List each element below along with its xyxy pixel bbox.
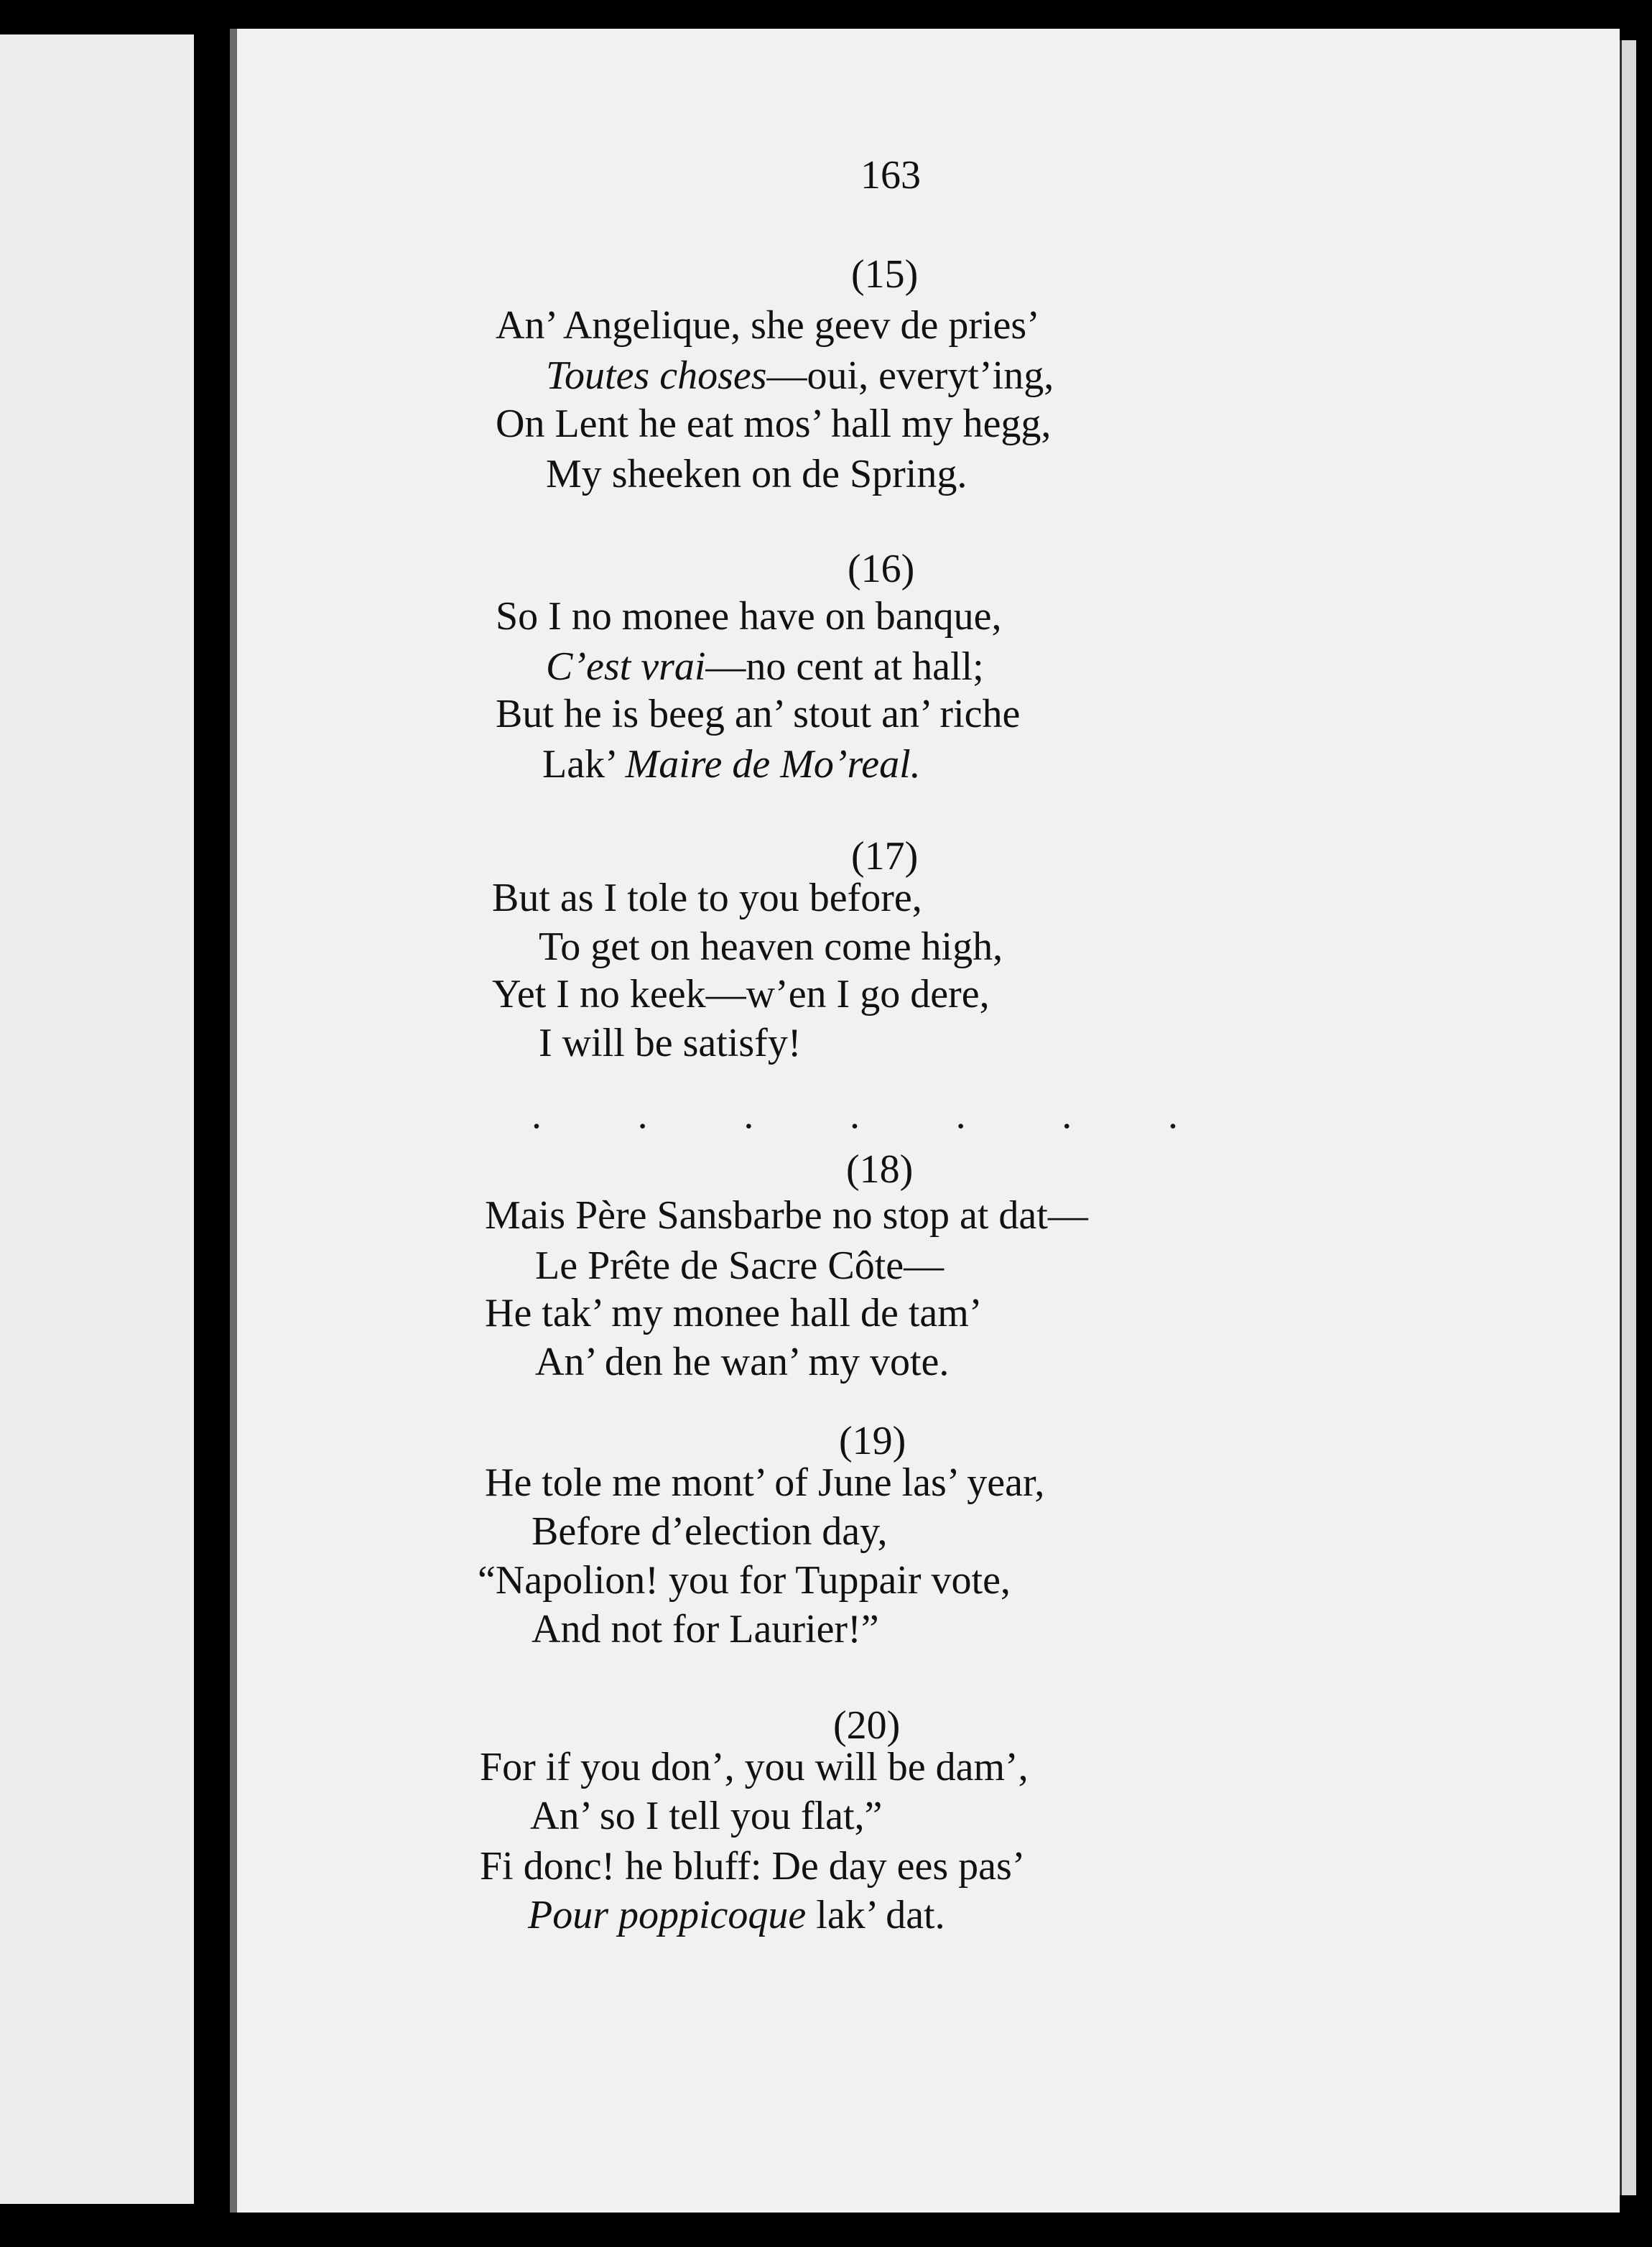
line-text: An’ Angelique, she geev de pries’ bbox=[496, 303, 1040, 348]
line-text: lak’ dat. bbox=[806, 1893, 945, 1937]
page-number: 163 bbox=[860, 153, 921, 198]
ellipsis-dot: . bbox=[532, 1093, 542, 1137]
italic-text: Toutes choses bbox=[546, 353, 767, 398]
line-text: On Lent he eat mos’ hall my hegg, bbox=[496, 402, 1052, 446]
poem-line bbox=[496, 305, 1040, 346]
line-text: An’ so I tell you flat,” bbox=[530, 1794, 883, 1838]
poem-line bbox=[535, 1342, 949, 1382]
line-text: So I no monee have on banque, bbox=[496, 594, 1002, 639]
poem-line bbox=[496, 404, 1051, 444]
line-text: Yet I no keek—w’en I go dere, bbox=[492, 972, 990, 1016]
stanza-number: (18) bbox=[846, 1147, 914, 1192]
line-text: And not for Laurier!” bbox=[532, 1607, 879, 1651]
poem-line bbox=[496, 594, 1002, 639]
ellipsis-dot: . bbox=[637, 1093, 648, 1137]
line-text: I will be satisfy! bbox=[539, 1021, 802, 1065]
italic-text: Pour poppicoque bbox=[528, 1893, 807, 1937]
italic-text: C’est vrai bbox=[546, 644, 706, 689]
line-text: Lak’ bbox=[542, 742, 626, 787]
italic-text: Maire de Mo’real. bbox=[625, 742, 921, 787]
poem-line bbox=[528, 1895, 945, 1935]
poem-line bbox=[492, 878, 922, 918]
poem-line bbox=[546, 454, 967, 494]
line-text: An’ den he wan’ my vote. bbox=[535, 1340, 950, 1384]
poem-line bbox=[485, 1195, 1088, 1236]
poem-line bbox=[532, 1609, 879, 1649]
line-text: To get on heaven come high, bbox=[539, 925, 1003, 969]
line-text: “Napolion! you for Tuppair vote, bbox=[478, 1558, 1011, 1603]
poem-line bbox=[492, 974, 990, 1014]
ellipsis-dot: . bbox=[1062, 1093, 1072, 1137]
book-spine bbox=[194, 29, 230, 2213]
poem-line bbox=[542, 742, 921, 787]
ellipsis-dot: . bbox=[1167, 1093, 1178, 1137]
line-text: Before d’election day, bbox=[532, 1509, 888, 1554]
page-gutter bbox=[230, 29, 237, 2213]
poem-line bbox=[535, 1243, 945, 1288]
line-text: Fi donc! he bluff: De day ees pas’ bbox=[480, 1844, 1026, 1889]
page-edge bbox=[1620, 40, 1636, 2195]
stanza-number: (19) bbox=[839, 1419, 906, 1463]
line-text: —no cent at hall; bbox=[705, 644, 984, 689]
poem-line bbox=[532, 1511, 887, 1552]
left-page bbox=[0, 34, 194, 2204]
stanza-number: (15) bbox=[851, 252, 919, 297]
line-text: For if you don’, you will be dam’, bbox=[480, 1745, 1029, 1789]
ellipsis-dot: . bbox=[743, 1093, 754, 1137]
poem-line bbox=[539, 1023, 801, 1063]
ellipsis-dot: . bbox=[955, 1093, 966, 1137]
ellipsis-row bbox=[532, 1092, 1178, 1138]
line-text: Le Prête de Sacre Côte— bbox=[535, 1243, 945, 1288]
poem-line bbox=[480, 1844, 1026, 1889]
ellipsis-dot: . bbox=[849, 1093, 860, 1137]
line-text: My sheeken on de Spring. bbox=[546, 452, 967, 496]
poem-line bbox=[478, 1558, 1011, 1603]
line-text: He tak’ my monee hall de tam’ bbox=[485, 1291, 983, 1335]
stanza-number: (16) bbox=[848, 547, 915, 591]
poem-line bbox=[546, 644, 984, 689]
poem-line bbox=[496, 694, 1020, 734]
poem-line bbox=[530, 1796, 882, 1836]
poem-line bbox=[485, 1293, 982, 1333]
poem-line bbox=[480, 1747, 1029, 1787]
stanza-number: (20) bbox=[833, 1703, 901, 1748]
line-text: Mais Père Sansbarbe no stop at dat— bbox=[485, 1193, 1088, 1238]
line-text: But as I tole to you before, bbox=[492, 876, 922, 920]
stanza-number: (17) bbox=[851, 834, 919, 879]
poem-line bbox=[485, 1460, 1045, 1505]
poem-line bbox=[546, 353, 1054, 398]
line-text: But he is beeg an’ stout an’ riche bbox=[496, 692, 1021, 736]
poem-line bbox=[539, 927, 1003, 967]
line-text: He tole me mont’ of June las’ year, bbox=[485, 1460, 1045, 1505]
line-text: —oui, everyt’ing, bbox=[766, 353, 1054, 398]
